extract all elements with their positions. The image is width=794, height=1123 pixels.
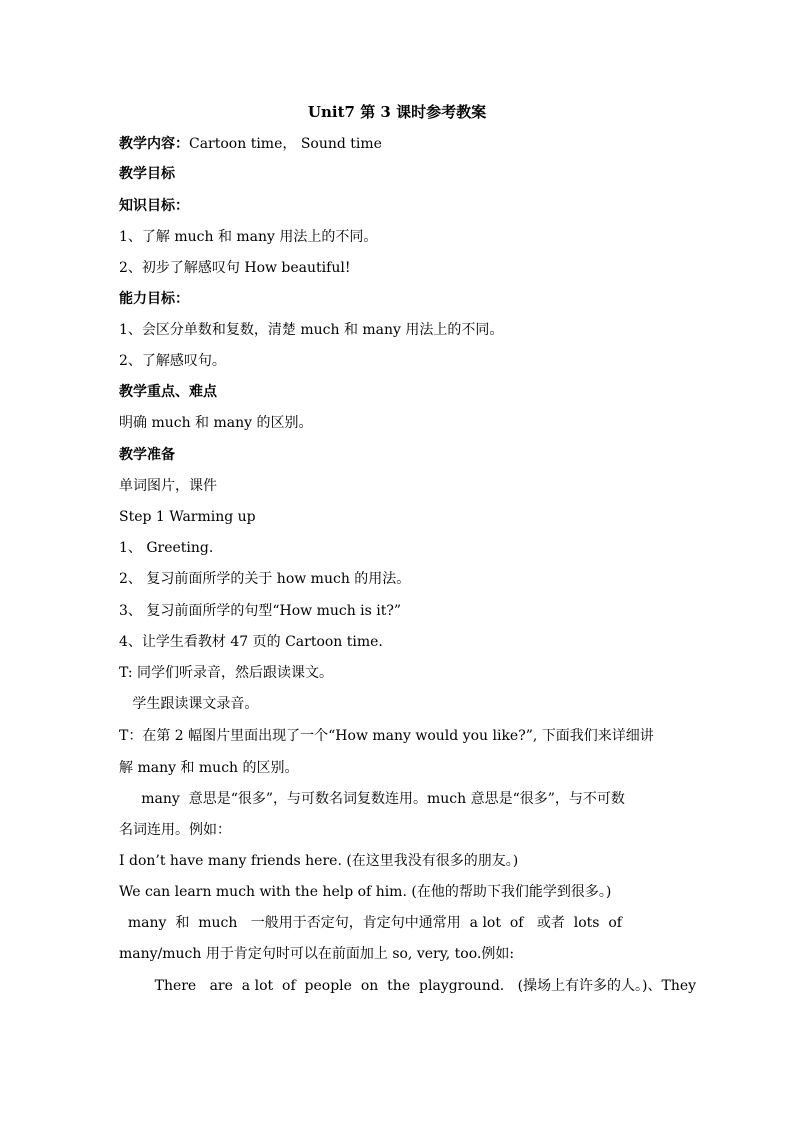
- example-sentence-3: There are a lot of people on the playground. (操场上有许多的人。)、They: [119, 978, 697, 994]
- explanation-line-2a: many 和 much 一般用于否定句，肯定句中通常用 a lot of 或者 lots of: [119, 915, 622, 931]
- step-1-item-3: 3、 复习前面所学的句型“How much is it?”: [119, 603, 402, 619]
- teacher-line-2a: T：在第 2 幅图片里面出现了一个“How many would you like?”, 下面我们来详细讲: [119, 728, 654, 744]
- knowledge-item-1: 1、了解 much 和 many 用法上的不同。: [119, 229, 378, 245]
- document-title: Unit7 第 3 课时参考教案: [307, 103, 487, 121]
- knowledge-heading: 知识目标：: [119, 198, 189, 214]
- key-points-heading: 教学重点、难点: [119, 384, 217, 400]
- teacher-line-1: T: 同学们听录音，然后跟读课文。: [119, 665, 334, 681]
- key-points-text: 明确 much 和 many 的区别。: [119, 415, 313, 431]
- step-1-item-2: 2、 复习前面所学的关于 how much 的用法。: [119, 571, 411, 587]
- ability-heading: 能力目标：: [119, 291, 189, 307]
- goals-heading: 教学目标: [119, 166, 175, 182]
- step-1-item-1: 1、 Greeting.: [119, 540, 214, 556]
- explanation-line-2b: many/much 用于肯定句时可以在前面加上 so, very, too.例如:: [119, 946, 515, 962]
- teaching-content-value: Cartoon time， Sound time: [189, 136, 382, 152]
- step-1-item-4: 4、让学生看教材 47 页的 Cartoon time.: [119, 634, 383, 650]
- explanation-line-1b: 名词连用。例如：: [119, 822, 231, 838]
- ability-item-2: 2、了解感叹句。: [119, 353, 226, 369]
- teaching-content-line: 教学内容：Cartoon time， Sound time: [119, 136, 382, 152]
- example-sentence-2: We can learn much with the help of him. (在他的帮助下我们能学到很多。): [119, 884, 612, 900]
- knowledge-item-2: 2、初步了解感叹句 How beautiful!: [119, 260, 351, 276]
- ability-item-1: 1、会区分单数和复数，清楚 much 和 many 用法上的不同。: [119, 322, 504, 338]
- preparation-text: 单词图片，课件: [119, 478, 217, 494]
- step-1-heading: Step 1 Warming up: [119, 509, 256, 525]
- explanation-line-1a: many 意思是“很多”，与可数名词复数连用。much 意思是“很多”，与不可数: [119, 791, 625, 807]
- student-follow-line: 学生跟读课文录音。: [119, 696, 259, 712]
- preparation-heading: 教学准备: [119, 447, 175, 463]
- teacher-line-2b: 解 many 和 much 的区别。: [119, 760, 299, 776]
- example-sentence-1: I don’t have many friends here. (在这里我没有很多的朋友。): [119, 853, 519, 869]
